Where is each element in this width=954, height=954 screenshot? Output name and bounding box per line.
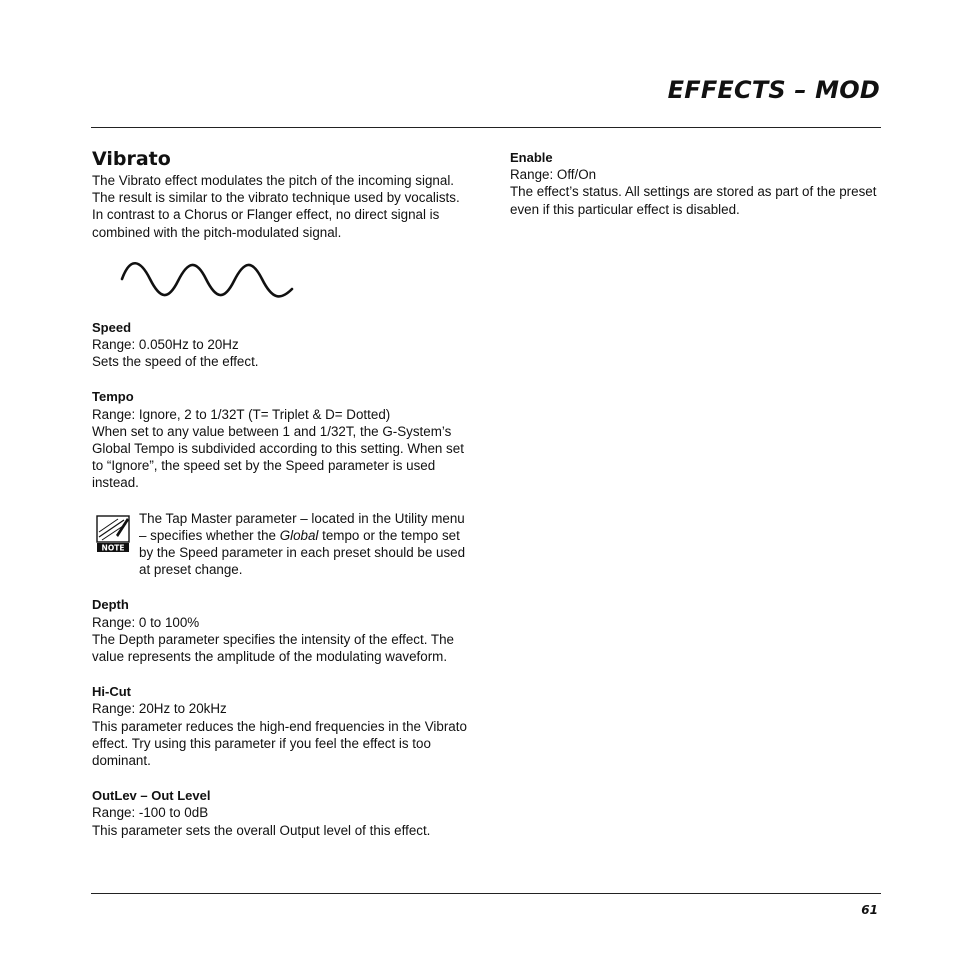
note-icon-label: NOTE [101, 543, 125, 553]
section-title: Vibrato [92, 148, 171, 170]
param-enable-name: Enable [510, 150, 553, 165]
param-hicut-range: Range: 20Hz to 20kHz [92, 701, 227, 717]
param-outlev-desc: This parameter sets the overall Output level of this effect. [92, 822, 431, 838]
param-tempo-desc: When set to any value between 1 and 1/32T, the G-System’s Global Tempo is subdivided according to this setting. When set to “Ignore”, the speed set by the Speed parameter is used instead. [92, 423, 464, 491]
param-depth-desc: The Depth parameter specifies the intensity of the effect. The value represents the amplitude of the modulating waveform. [92, 631, 454, 665]
note-text-italic: Global [279, 527, 319, 543]
param-tempo-range: Range: Ignore, 2 to 1/32T (T= Triplet & D= Dotted) [92, 406, 391, 422]
left-column [92, 146, 467, 839]
param-hicut-name: Hi-Cut [92, 684, 131, 700]
note-pencil-icon [96, 515, 130, 553]
page-header-title: EFFECTS – MOD [667, 76, 880, 104]
header-divider [91, 127, 881, 128]
param-tempo-name: Tempo [92, 389, 134, 405]
param-outlev [92, 787, 467, 839]
param-depth-name: Depth [92, 597, 129, 613]
param-enable [510, 149, 880, 218]
param-outlev-name: OutLev – Out Level [92, 788, 211, 804]
param-depth-range: Range: 0 to 100% [92, 614, 200, 630]
param-speed-range: Range: 0.050Hz to 20Hz [92, 337, 239, 353]
section-intro: The Vibrato effect modulates the pitch of the incoming signal. The result is similar to the vibrato technique used by vocalists. In contrast to a Chorus or Flanger effect, no direct signal is combined with the pitch-modulated signal. [92, 173, 460, 240]
page-number: 61 [861, 903, 878, 917]
param-enable-range: Range: Off/On [510, 167, 597, 183]
note-box [92, 510, 467, 579]
footer-divider [91, 893, 881, 894]
param-speed-name: Speed [92, 319, 132, 335]
right-column [510, 149, 880, 218]
param-hicut-desc: This parameter reduces the high-end frequencies in the Vibrato effect. Try using this parameter if you feel the effect is too dominant. [92, 718, 467, 769]
param-outlev-range: Range: -100 to 0dB [92, 805, 209, 821]
param-enable-desc: The effect’s status. All settings are stored as part of the preset even if this particular effect is disabled. [510, 184, 877, 217]
param-tempo [92, 388, 467, 491]
param-depth [92, 596, 467, 665]
note-text-before: The Tap Master parameter – located in the Utility menu – specifies whether the [139, 510, 465, 543]
param-speed [92, 319, 467, 371]
sine-wave-icon [120, 261, 296, 301]
param-speed-desc: Sets the speed of the effect. [92, 354, 259, 370]
note-text-after: tempo or the tempo set by the Speed parameter in each preset should be used at preset change. [139, 527, 466, 578]
note-text [139, 510, 467, 579]
param-hicut [92, 683, 467, 769]
